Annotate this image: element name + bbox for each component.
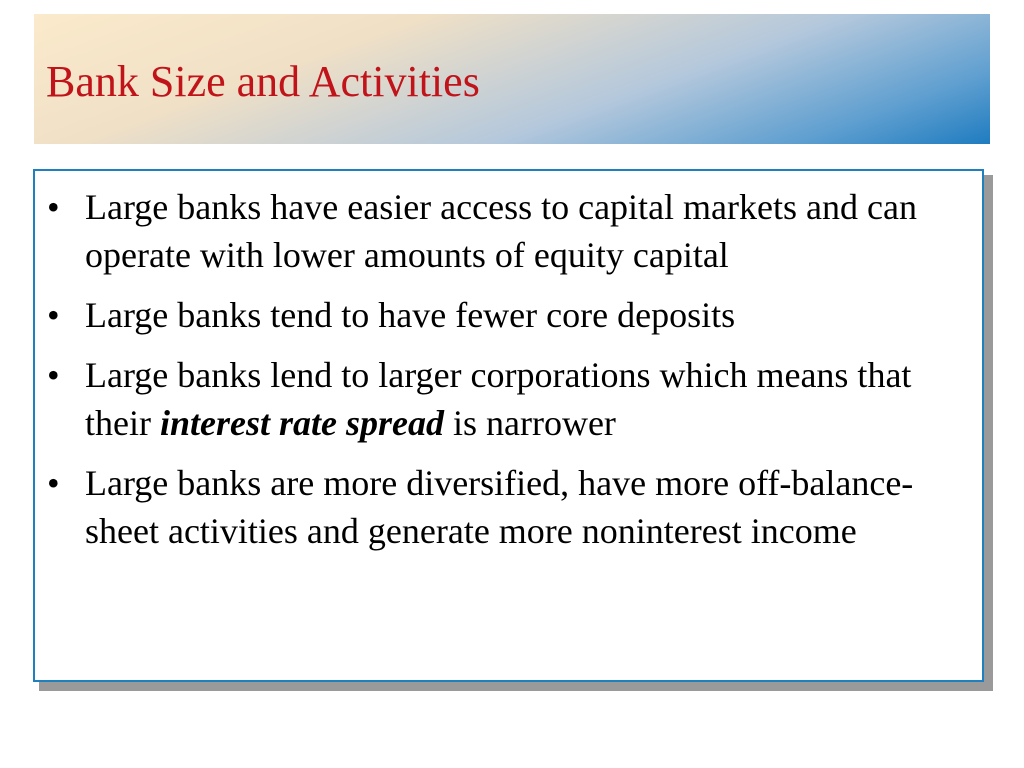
bullet-text-after: is narrower: [443, 403, 616, 443]
bullet-dot-icon: •: [47, 295, 60, 335]
bullet-dot-icon: •: [47, 187, 60, 227]
bullet-item: [45, 351, 976, 447]
emphasized-term: interest rate spread: [159, 403, 444, 443]
bullet-item: [45, 291, 976, 339]
bullet-item: [45, 183, 976, 279]
bullet-item: [45, 459, 976, 555]
bullet-text: Large banks tend to have fewer core deposits: [85, 295, 736, 335]
bullet-text-before: Large banks lend to larger corporations which means that their: [85, 355, 912, 443]
bullet-list: [45, 183, 976, 567]
content-box: [33, 169, 984, 682]
bullet-text: Large banks have easier access to capital markets and can operate with lower amounts of equity capital: [85, 187, 917, 275]
bullet-dot-icon: •: [47, 463, 60, 503]
bullet-dot-icon: •: [47, 355, 60, 395]
bullet-text: Large banks are more diversified, have more off-balance-sheet activities and generate more noninterest income: [85, 463, 914, 551]
slide-title: Bank Size and Activities: [46, 57, 480, 106]
title-banner: [34, 14, 990, 144]
